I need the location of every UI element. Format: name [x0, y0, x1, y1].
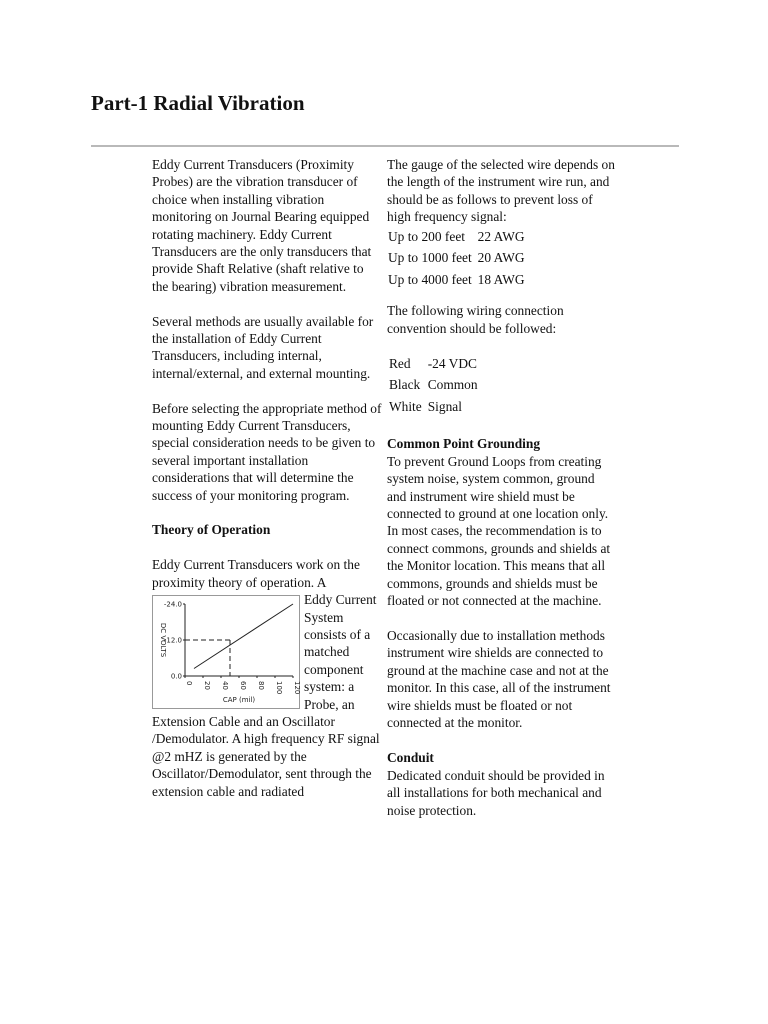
wire-row	[386, 396, 481, 418]
left-column	[152, 156, 382, 800]
conduit-heading: Conduit	[387, 750, 434, 766]
wire-gauge-table	[385, 226, 528, 291]
wire-row	[386, 374, 481, 396]
wire-row	[386, 353, 481, 375]
x-tick-label: 80	[257, 681, 265, 691]
grounding-paragraph: To prevent Ground Loops from creating system noise, system common, ground and instrument wire shield must be connected to ground at one location only. In most cases, the recommendation is to connect commons, grounds and shields at the Monitor location. This means that all commons, grounds and shields must be floated or not connected at the machine.	[387, 453, 611, 609]
grounding-heading: Common Point Grounding	[387, 436, 541, 452]
x-tick-label: 20	[203, 681, 211, 691]
y-axis-label: DC VOLTS	[159, 622, 167, 658]
gauge-row-cell-2: 22 AWG	[477, 228, 525, 244]
mounting-methods-paragraph: Several methods are usually available for the installation of Eddy Current Transducers, including internal, internal/external, and external mounting.	[152, 313, 374, 381]
conduit-paragraph: Dedicated conduit should be provided in all installations for both mechanical and noise protection.	[387, 767, 605, 818]
shield-paragraph: Occasionally due to installation methods instrument wire shields are connected to ground at the machine case and not at the monitor. In this case, all of the instrument wire shields must be floated or not connected at the monitor.	[387, 627, 611, 730]
gauge-row-cell-2: 20 AWG	[477, 250, 525, 266]
wire-gauge-paragraph: The gauge of the selected wire depends on the length of the instrument wire run, and should be as follows to prevent loss of high frequency signal:	[387, 157, 615, 225]
wire-row-cell-2: Common	[427, 377, 478, 393]
x-tick-label: 100	[275, 681, 283, 695]
wire-row-cell-2: -24 VDC	[427, 355, 477, 371]
x-tick-label: 40	[221, 681, 229, 691]
gauge-row	[385, 269, 528, 291]
wiring-convention-paragraph: The following wiring connection convention should be followed:	[387, 303, 564, 336]
y-tick-label: -12.0	[163, 636, 182, 645]
horizontal-divider	[91, 145, 679, 147]
wire-row-cell-1: Black	[389, 377, 421, 393]
intro-paragraph: Eddy Current Transducers (Proximity Probes) are the vibration transducer of choice when installing vibration monitoring on Journal Bearing equipped rotating machinery. Eddy Current Transducers are the only transducers that provide Shaft Relative (shaft relative to the bearing) vibration measurement.	[152, 157, 372, 294]
page-title: Part-1 Radial Vibration	[91, 91, 305, 115]
theory-heading: Theory of Operation	[152, 522, 271, 538]
considerations-paragraph: Before selecting the appropriate method of mounting Eddy Current Transducers, special consideration needs to be given to several important installation considerations that will determine the success of your monitoring program.	[152, 400, 382, 503]
y-tick-label: -24.0	[163, 600, 182, 609]
wire-row-cell-1: Red	[389, 355, 411, 371]
theory-paragraph-start: Eddy Current Transducers work on the proximity theory of operation. A	[152, 557, 360, 590]
gauge-row-cell-2: 18 AWG	[477, 271, 525, 287]
x-tick-label: 120	[293, 681, 301, 695]
wire-row-cell-1: White	[389, 398, 422, 414]
calibration-chart	[152, 595, 300, 709]
right-column	[387, 156, 617, 819]
calibration-chart-svg	[153, 596, 299, 708]
gauge-row	[385, 226, 528, 248]
calibration-line	[194, 604, 293, 669]
theory-paragraph-continued: Eddy Current System consists of a matched component system: a Probe, an Extension Cable and an Oscillator /Demodulator. A high frequency RF signal @2 mHZ is generated by the Oscillator/Demodulator, sent through the extension cable and radiated	[152, 592, 380, 799]
x-tick-label: 0	[185, 681, 193, 686]
x-tick-label: 60	[239, 681, 247, 691]
gauge-row-cell-1: Up to 1000 feet	[388, 250, 472, 266]
wire-row-cell-2: Signal	[427, 398, 462, 414]
gauge-row	[385, 247, 528, 269]
wire-color-table	[386, 353, 481, 418]
gauge-row-cell-1: Up to 4000 feet	[388, 271, 472, 287]
gauge-row-cell-1: Up to 200 feet	[388, 228, 465, 244]
y-tick-label: 0.0	[170, 672, 182, 681]
x-axis-label: CAP (mil)	[222, 696, 256, 705]
